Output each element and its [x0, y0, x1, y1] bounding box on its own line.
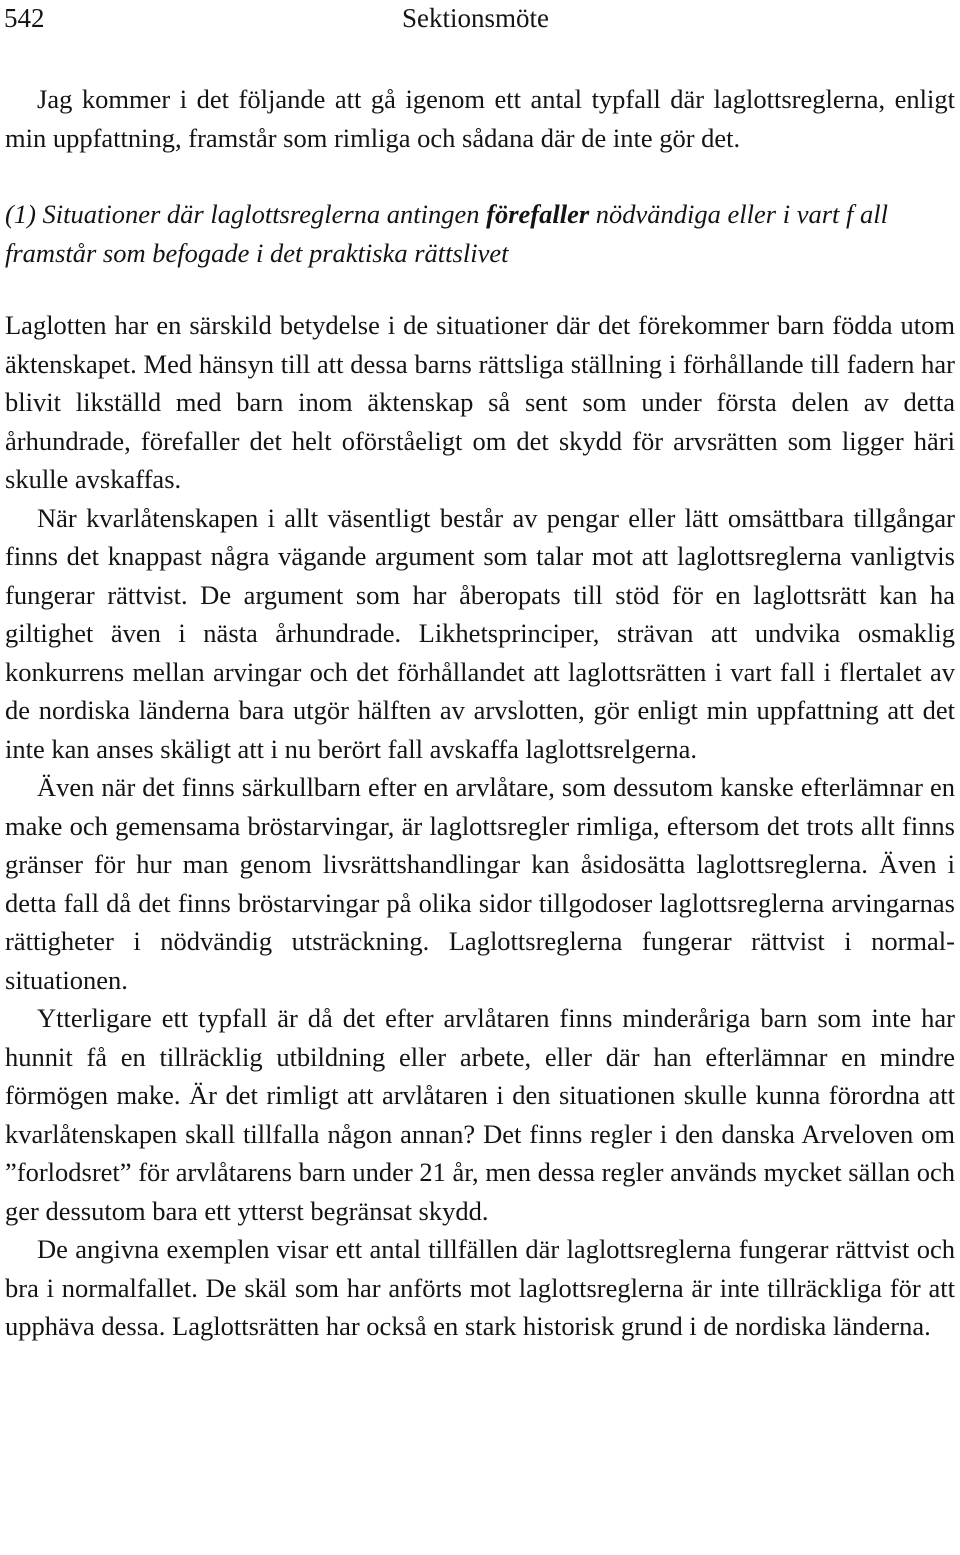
body-paragraph: De angivna exemplen visar ett antal tillfällen där laglottsreglerna fungerar rättvist och bra i normalfallet. De skäl som har anförts mot laglottsreglerna är inte tillräckliga för att upphäva dessa. Laglottsrätten har också en stark historisk grund i de nordiska länderna.: [5, 1234, 955, 1341]
page-number: 542: [4, 3, 45, 33]
section-heading-part: nödvändiga eller i vart f all framstår som befogade i det praktiska rättslivet: [5, 199, 888, 268]
running-head: Sektionsmöte: [402, 3, 549, 33]
section-heading-emphasis: förefaller: [486, 199, 590, 229]
body-paragraph: När kvarlåtenskapen i allt väsentligt består av pengar eller lätt omsättbara tillgångar finns det knappast några vägande argument som talar mot att laglottsreglerna vanligtvis fungerar rättvist. De argument som har åberopats till stöd för en laglottsrätt kan ha giltighet även i nästa århundrade. Likhetsprinciper, strävan att undvika osmaklig konkurrens mellan arvingar och det förhållandet att laglottsrätten i vart fall i flertalet av de nordiska länderna bara utgör hälften av arvslotten, gör enligt min uppfattning att det inte kan anses skäligt att i nu berört fall avskaffa laglottsrelgerna.: [5, 502, 955, 764]
section-heading-part: (1) Situationer där laglottsreglerna antingen: [5, 199, 487, 229]
body-paragraph: Ytterligare ett typfall är då det efter arvlåtaren finns minderåriga barn som inte har hunnit få en tillräcklig utbildning eller arbete, eller där han efterlämnar en mindre förmögen make. Är det rimligt att arvlåtaren i den situationen skulle kunna förordna att kvarlåtenskapen skall tillfalla någon annan? Det finns regler i den danska Arveloven om ”forlodsret” för arvlåtarens barn under 21 år, men dessa regler används mycket sällan och ger dessutom bara ett ytterst begränsat skydd.: [5, 1003, 955, 1226]
body-paragraph: Även när det finns särkullbarn efter en arvlåtare, som dessutom kanske efterlämnar en make och gemensama bröstarvingar, är laglottsregler rimliga, eftersom det trots allt finns gränser för hur man genom livsrättshandlingar kan åsidosätta laglottsreglerna. Även i detta fall då det finns bröstarvingar på olika sidor tillgodoser laglottsreglerna arvingarnas rättigheter i nödvändig utsträckning. Laglottsreglerna fungerar rättvist i normalsituationen.: [5, 772, 955, 995]
page-header: [0, 0, 960, 36]
body-text: [5, 80, 955, 1346]
section-heading: [5, 195, 955, 272]
intro-paragraph: Jag kommer i det följande att gå igenom ett antal typfall där laglottsreglerna, enligt min uppfattning, framstår som rimliga och sådana där de inte gör det.: [5, 84, 955, 153]
body-paragraph: Laglotten har en särskild betydelse i de situationer där det förekommer barn födda utom äktenskapet. Med hänsyn till att dessa barns rättsliga ställning i förhållande till fadern har blivit likställd med barn inom äktenskap så sent som under första delen av detta århundrade, förefaller det helt oförståeligt om det skydd för arvsrätten som ligger häri skulle avskaffas.: [5, 310, 955, 494]
